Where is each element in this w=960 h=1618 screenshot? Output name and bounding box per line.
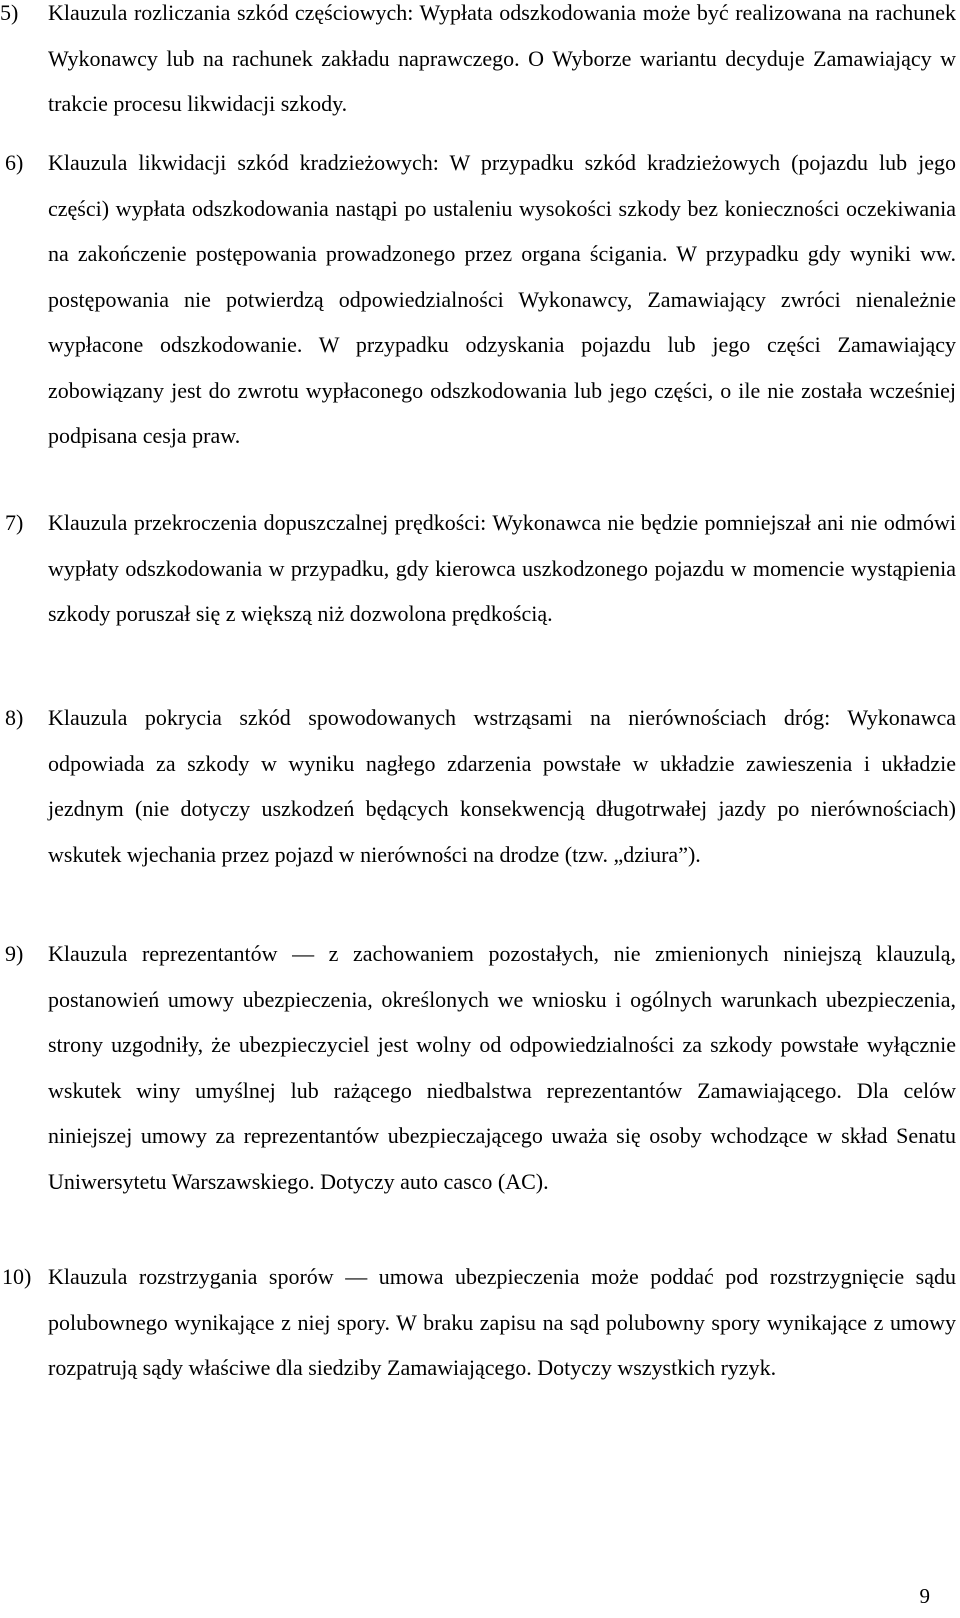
clause-8 [0,695,956,877]
clause-text: Klauzula rozstrzygania sporów — umowa ubezpieczenia może poddać pod rozstrzygnięcie sądu polubownego wynikające z niej spory. W braku zapisu na sąd polubowny spory wynikające z umowy rozpatrują sądy właściwe dla siedziby Zamawiającego. Dotyczy wszystkich ryzyk. [48,1264,956,1380]
page-number: 9 [919,1584,930,1608]
clause-number: 7) [5,510,24,535]
clause-number: 10) [2,1264,32,1289]
clause-5 [0,0,956,127]
clause-number: 9) [5,941,24,966]
clause-text: Klauzula pokrycia szkód spowodowanych wstrząsami na nierównościach dróg: Wykonawca odpowiada za szkody w wyniku nagłego zdarzenia powstałe w układzie zawieszenia i układzie jezdnym (nie dotyczy uszkodzeń będących konsekwencją długotrwałej jazdy po nierównościach) wskutek wjechania przez pojazd w nierówności na drodze (tzw. „dziura”). [48,705,956,867]
clause-text: Klauzula reprezentantów — z zachowaniem pozostałych, nie zmienionych niniejszą klauzulą, postanowień umowy ubezpieczenia, określonych we wniosku i ogólnych warunkach ubezpieczenia, strony uzgodniły, że ubezpieczyciel jest wolny od odpowiedzialności za szkody powstałe wyłącznie wskutek winy umyślnej lub rażącego niedbalstwa reprezentantów Zamawiającego. Dla celów niniejszej umowy za reprezentantów ubezpieczającego uważa się osoby wchodzące w skład Senatu Uniwersytetu Warszawskiego. Dotyczy auto casco (AC). [48,941,956,1194]
clause-number: 5) [0,0,19,25]
clause-number: 8) [5,705,24,730]
clause-text: Klauzula likwidacji szkód kradzieżowych: W przypadku szkód kradzieżowych (pojazdu lub jego części) wypłata odszkodowania nastąpi po ustaleniu wysokości szkody bez konieczności oczekiwania na zakończenie postępowania prowadzonego przez organa ścigania. W przypadku gdy wyniki ww. postępowania nie potwierdzą odpowiedzialności Wykonawcy, Zamawiający zwróci nienależnie wypłacone odszkodowanie. W przypadku odzyskania pojazdu lub jego części Zamawiający zobowiązany jest do zwrotu wypłaconego odszkodowania lub jego części, o ile nie została wcześniej podpisana cesja praw. [48,150,956,448]
clause-6 [0,140,956,459]
clause-text: Klauzula przekroczenia dopuszczalnej prędkości: Wykonawca nie będzie pomniejszał ani nie odmówi wypłaty odszkodowania w przypadku, gdy kierowca uszkodzonego pojazdu w momencie wystąpienia szkody poruszał się z większą niż dozwolona prędkością. [48,510,956,626]
clause-9 [0,931,956,1204]
clause-text: Klauzula rozliczania szkód częściowych: Wypłata odszkodowania może być realizowana na rachunek Wykonawcy lub na rachunek zakładu naprawczego. O Wyborze wariantu decyduje Zamawiający w trakcie procesu likwidacji szkody. [48,0,956,116]
clause-10 [0,1254,956,1391]
clause-7 [0,500,956,637]
clause-number: 6) [5,150,24,175]
